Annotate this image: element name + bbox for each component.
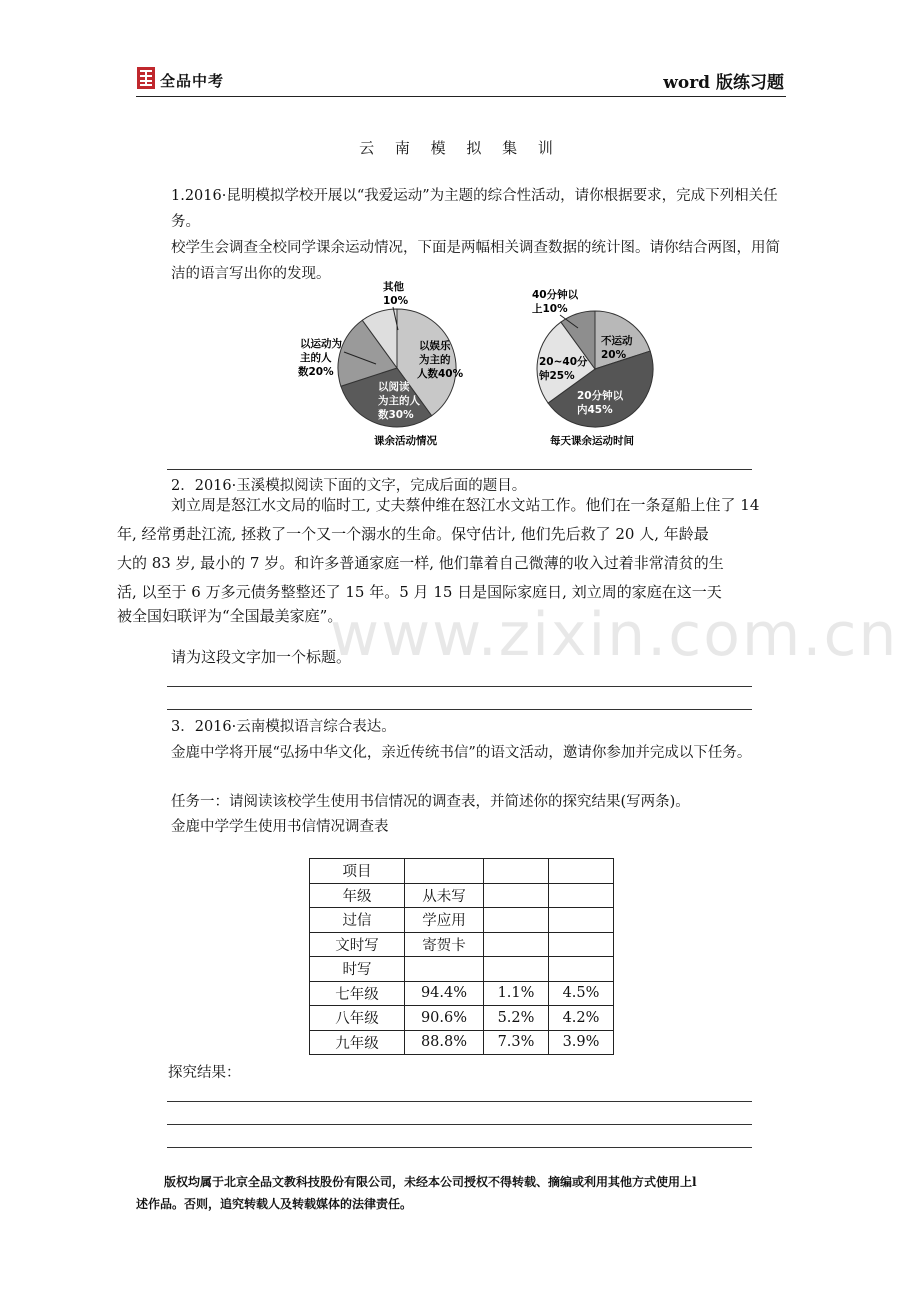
- table-cell: 5.2%: [484, 1006, 549, 1031]
- table-row: [310, 981, 614, 1006]
- table-cell: [549, 908, 614, 933]
- header-divider: [136, 96, 786, 97]
- table-cell: [405, 957, 484, 982]
- q2-passage: [117, 491, 787, 607]
- q2-passage-last: 被全国妇联评为“全国最美家庭”。: [117, 607, 343, 625]
- footer-line-1: 版权均属于北京全品文教科技股份有限公司，未经本公司授权不得转载、摘编或利用其他方式使用上l: [164, 1175, 697, 1189]
- table-cell: 90.6%: [405, 1006, 484, 1031]
- pie2-label-none-a: 不运动: [601, 335, 633, 347]
- table-cell: 7.3%: [484, 1030, 549, 1055]
- table-cell: 年级: [310, 883, 405, 908]
- q3-result-label: 探究结果：: [168, 1065, 241, 1081]
- survey-table: [309, 858, 614, 1055]
- table-cell: [549, 883, 614, 908]
- table-cell: [549, 932, 614, 957]
- table-row: [310, 883, 614, 908]
- header-right-title: word 版练习题: [663, 73, 784, 93]
- table-cell: [484, 957, 549, 982]
- table-cell: 九年级: [310, 1030, 405, 1055]
- q2-passage-line-2: 年, 经常勇赴江流, 拯救了一个又一个溺水的生命。保守估计, 他们先后救了 20 人, 年龄最: [117, 525, 709, 543]
- pie1-label-sport-c: 数20%: [298, 366, 334, 378]
- q2-task: 请为这段文字加一个标题。: [171, 648, 352, 666]
- table-cell: 88.8%: [405, 1030, 484, 1055]
- table-row: [310, 932, 614, 957]
- table-cell: [549, 859, 614, 884]
- q3-intro: 3．2016·云南模拟语言综合表达。: [171, 719, 396, 735]
- table-row: [310, 1006, 614, 1031]
- q2-passage-line-1: 刘立周是怒江水文局的临时工, 丈夫蔡仲维在怒江水文站工作。他们在一条趸船上住了 14: [171, 496, 760, 514]
- table-cell: 4.5%: [549, 981, 614, 1006]
- table-row: [310, 1030, 614, 1055]
- pie2-label-none-b: 20%: [601, 349, 627, 361]
- q3-task1: 任务一：请阅读该校学生使用书信情况的调查表，并简述你的探究结果(写两条)。: [171, 794, 690, 810]
- copyright-footer: [136, 1171, 786, 1215]
- answer-line-q2-a: [167, 686, 752, 687]
- q3-table-title: 金鹿中学学生使用书信情况调查表: [171, 819, 389, 835]
- brand-logo-icon: [136, 66, 156, 90]
- q2-passage-line-3: 大的 83 岁, 最小的 7 岁。和许多普通家庭一样, 他们靠着自己微薄的收入过着非常清贫的生: [117, 554, 724, 572]
- pie1-label-read-c: 数30%: [378, 409, 414, 421]
- answer-line-q3-b: [167, 1124, 752, 1125]
- table-cell: 94.4%: [405, 981, 484, 1006]
- table-row: [310, 957, 614, 982]
- pie1-label-other-a: 其他: [383, 281, 404, 293]
- table-cell: [549, 957, 614, 982]
- table-cell: [405, 859, 484, 884]
- pie2-title: 每天课余运动时间: [550, 435, 634, 447]
- pie1-label-sport-b: 主的人: [300, 352, 332, 364]
- answer-line-q2-b: [167, 709, 752, 710]
- table-cell: 从未写: [405, 883, 484, 908]
- q2-passage-line-4: 活, 以至于 6 万多元债务整整还了 15 年。5 月 15 日是国际家庭日, 刘立周的家庭在这一天: [117, 583, 722, 601]
- table-cell: 3.9%: [549, 1030, 614, 1055]
- pie1-label-sport-a: 以运动为: [300, 338, 342, 350]
- q1-task: 校学生会调查全校同学课余运动情况，下面是两幅相关调查数据的统计图。请你结合两图，用简洁的语言写出你的发现。: [171, 240, 780, 282]
- watermark: www.zixin.com.cn: [330, 600, 899, 670]
- table-cell: [484, 932, 549, 957]
- table-cell: 寄贺卡: [405, 932, 484, 957]
- table-row: [310, 908, 614, 933]
- pie2-label-2040-a: 20~40分: [539, 356, 588, 368]
- table-cell: 学应用: [405, 908, 484, 933]
- table-row: [310, 859, 614, 884]
- q3-activity: 金鹿中学将开展“弘扬中华文化，亲近传统书信”的语文活动，邀请你参加并完成以下任务。: [171, 745, 752, 761]
- header-brand: 全品中考: [160, 72, 225, 90]
- pie2-label-under20-b: 内45%: [577, 404, 613, 416]
- table-cell: 项目: [310, 859, 405, 884]
- pie1-label-read-b: 为主的人: [378, 395, 420, 407]
- pie1-label-read-a: 以阅读: [378, 381, 410, 393]
- q2-intro: 2．2016·玉溪模拟阅读下面的文字，完成后面的题目。: [171, 478, 527, 494]
- footer-line-2: 述作品。否则，追究转载人及转载媒体的法律责任。: [136, 1197, 413, 1211]
- pie2-label-under20-a: 20分钟以: [577, 390, 624, 402]
- pie2-label-40up-b: 上10%: [532, 303, 568, 315]
- pie2-label-2040-b: 钟25%: [539, 370, 575, 382]
- table-cell: 1.1%: [484, 981, 549, 1006]
- page-title: 云 南 模 拟 集 训: [359, 139, 561, 157]
- q1-intro: 1.2016·昆明模拟学校开展以“我爱运动”为主题的综合性活动，请你根据要求，完成下列相关任务。: [171, 188, 778, 230]
- table-cell: [484, 908, 549, 933]
- table-cell: [484, 859, 549, 884]
- pie2-label-40up-a: 40分钟以: [532, 289, 579, 301]
- table-cell: 时写: [310, 957, 405, 982]
- pie1-title: 课余活动情况: [374, 435, 437, 447]
- table-cell: [484, 883, 549, 908]
- table-cell: 4.2%: [549, 1006, 614, 1031]
- pie1-label-other-b: 10%: [383, 295, 409, 307]
- table-cell: 过信: [310, 908, 405, 933]
- pie1-label-ent-b: 为主的: [419, 354, 451, 366]
- pie1-label-ent-a: 以娱乐: [419, 340, 451, 352]
- answer-line-q1: [167, 469, 752, 470]
- answer-line-q3-a: [167, 1101, 752, 1102]
- table-cell: 八年级: [310, 1006, 405, 1031]
- pie1-label-ent-c: 人数40%: [417, 368, 464, 380]
- answer-line-q3-c: [167, 1147, 752, 1148]
- table-cell: 七年级: [310, 981, 405, 1006]
- table-cell: 文时写: [310, 932, 405, 957]
- pie-charts: [280, 278, 760, 456]
